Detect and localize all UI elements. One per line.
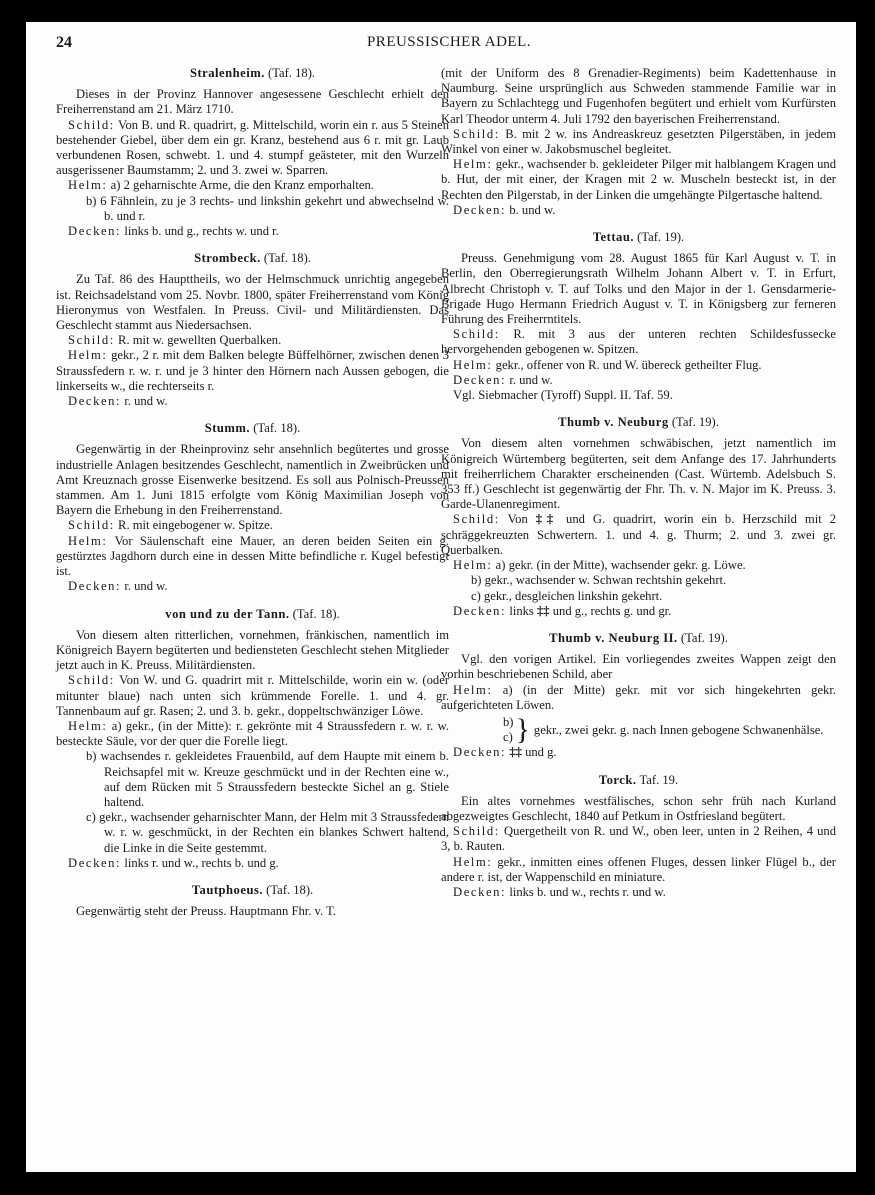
shield-desc xyxy=(441,127,836,157)
field-text: gekr., 2 r. mit dem Balken belegte Büffelhörner, zwischen denen 3 Straussfedern r. w. r. und je 3 hinter den Hörnern nach Aussen gebogen, die linkerseits w., die rechterseits r. xyxy=(56,348,449,393)
right-column xyxy=(441,66,836,900)
field-label: Helm: xyxy=(68,718,108,733)
entry-intro: Zu Taf. 86 des Haupttheils, wo der Helmschmuck unrichtig angegeben ist. Reichsadelstand vom 25. Novbr. 1800, später Freiherrenstand vom König Hieronymus von Westfalen. In Preuss. Civil- und Militärdiensten. Das Geschlecht stammt aus Niedersachsen. xyxy=(56,272,449,333)
helm-desc xyxy=(441,855,836,885)
helm-item: b) gekr., wachsender w. Schwan rechtshin gekehrt. xyxy=(471,573,727,588)
field-text: gekr., offener von R. und W. übereck getheilter Flug. xyxy=(495,357,762,372)
entry-heading xyxy=(441,631,836,646)
field-label: Schild: xyxy=(68,333,115,348)
heraldic-cross-symbol: ‡‡ xyxy=(535,512,559,527)
entry-heading xyxy=(441,230,836,245)
helm-item: b) wachsendes r. gekleidetes Frauenbild, auf dem Haupte mit einem b. Reichsapfel mit w. Kreuze geschmückt und in der Rechten eine w., auf dem Rücken mit 5 Straussfedern besteckte Sichel an g. Stiele haltend. xyxy=(86,749,449,809)
field-text: B. mit 2 w. ins Andreaskreuz gesetzten Pilgerstäben, in jedem Winkel von einer w. Jakobsmuschel begleitet. xyxy=(441,126,836,157)
field-text: r. und w. xyxy=(509,372,553,387)
entry-name: Tettau. xyxy=(592,230,634,245)
curly-brace-icon: } xyxy=(515,713,530,747)
field-text: Von B. und R. quadrirt, g. Mittelschild, worin ein r. aus 5 Steinen bestehender Giebel, über dem ein gr. Kranz, bestehend aus 6 r. mit gr. Laub verbundenen Rosen, schwebt. 1. und 4. stumpf geästeter, mit den Wurzeln ausgerissener Baumstamm; 2. und 3. zwei w. Sparren. xyxy=(56,117,449,178)
entry-plate: (Taf. 19). xyxy=(680,630,728,645)
entry-heading xyxy=(56,421,449,436)
helm-desc xyxy=(441,683,836,713)
field-text: a) gekr., (in der Mitte): r. gekrönte mit 4 Straussfedern r. w. r. w. besteckte Säule, vor der quer die Forelle liegt. xyxy=(56,718,449,749)
field-label: Helm: xyxy=(453,558,493,573)
field-text: r. und w. xyxy=(124,394,168,409)
field-text: R. mit w. gewellten Querbalken. xyxy=(118,333,282,348)
helm-desc xyxy=(56,178,449,193)
shield-desc xyxy=(56,673,449,719)
field-label: Decken: xyxy=(68,579,122,594)
field-label: Decken: xyxy=(453,884,507,899)
page-number: 24 xyxy=(56,34,72,51)
heraldic-cross-symbol: ‡‡ xyxy=(536,603,550,618)
entry-plate: Taf. 19. xyxy=(639,772,679,787)
field-label: Decken: xyxy=(453,603,507,618)
helm-desc xyxy=(441,558,836,573)
entry-intro: Von diesem alten vornehmen schwäbischen, jetzt namentlich im Königreich Würtemberg begüterten, seit dem Anfange des 17. Jahrhunderts mit freiherrlichem Charakter erscheinenden (Cast. Würtemb. Adelsbuch S. 353 ff.) Geschlecht ist gegenwärtig der Fhr. Th. v. N. Major im K. Preuss. 3. Garde-Ulanenregiment. xyxy=(441,436,836,512)
entry-plate: (Taf. 18). xyxy=(268,66,316,80)
field-label: Helm: xyxy=(68,348,108,363)
decken-desc xyxy=(441,604,836,619)
entry-name: Stumm. xyxy=(204,421,251,436)
decken-desc xyxy=(441,885,836,900)
entry-plate: (Taf. 18). xyxy=(263,251,311,266)
heraldic-cross-symbol: ‡‡ xyxy=(509,745,522,760)
helm-brace-group xyxy=(503,715,836,745)
field-label: Schild: xyxy=(68,673,115,688)
field-text: R. mit eingebogener w. Spitze. xyxy=(118,518,273,533)
decken-desc xyxy=(441,203,836,218)
field-text: gekr., zwei gekr. g. nach Innen gebogene Schwanenhälse. xyxy=(533,722,824,737)
field-label: Schild: xyxy=(68,117,115,132)
left-column xyxy=(56,66,449,919)
field-text: und g. xyxy=(525,745,557,760)
shield-desc xyxy=(56,518,449,533)
field-text: Von W. und G. quadrirt mit r. Mittelschilde, worin ein w. (oder mitunter blaue) nach unten sich krümmende Forelle. 1. und 4. gr. Tannenbaum auf gr. Rasen; 2. und 3. b. gekr., doppeltschwänziger Löwe. xyxy=(56,673,450,718)
entry-plate: (Taf. 19). xyxy=(671,415,719,430)
field-text: Vor Säulenschaft eine Mauer, an deren beiden Seiten ein g. gestürztes Jagdhorn durch eine in dessen Mitte befindliche r. Kugel befestigt ist. xyxy=(56,533,449,579)
entry-heading xyxy=(56,607,449,622)
field-label: Helm: xyxy=(453,682,493,697)
field-label: Decken: xyxy=(68,394,122,409)
helm-desc xyxy=(441,157,836,203)
entry-plate: (Taf. 18). xyxy=(266,882,314,897)
brace-letters xyxy=(503,715,514,745)
field-label: Schild: xyxy=(453,512,500,527)
entry-heading xyxy=(441,415,836,430)
decken-desc xyxy=(441,373,836,388)
running-title: PREUSSISCHER ADEL. xyxy=(366,34,532,50)
decken-desc xyxy=(56,856,449,871)
entry-plate: (Taf. 19). xyxy=(637,230,685,245)
entry-intro: Gegenwärtig steht der Preuss. Hauptmann Fhr. v. T. xyxy=(76,904,336,919)
entry-name: Thumb v. Neuburg xyxy=(558,415,669,430)
helm-desc xyxy=(56,348,449,394)
field-text: gekr., wachsender b. gekleideter Pilger mit halblangem Kragen und b. Hut, der mit einer, der Kragen mit 2 w. Muscheln besteckt ist, in der Rechten den Pilgerstab, in der Linken die umgehängte Pilgertasche haltend. xyxy=(441,157,836,202)
entry-heading xyxy=(56,66,449,81)
entry-intro: Vgl. den vorigen Artikel. Ein vorliegendes zweites Wappen zeigt den vorhin beschriebenen Schild, aber xyxy=(441,652,836,682)
entry-intro: Preuss. Genehmigung vom 28. August 1865 für Karl August v. T. in Berlin, den Oberregierungsrath Wilhelm Johann Albert v. T. in Erfurt, Albrecht Christoph v. T. auf Tolks und den Major in der 1. Gensdarmerie-Brigade Hugo Hermann Friedrich August v. T. in Königsberg zur ferneren Führung des Freiherrntitels. xyxy=(441,251,836,327)
helm-item: c) gekr., desgleichen linkshin gekehrt. xyxy=(471,588,663,603)
entry-name: Thumb v. Neuburg II. xyxy=(549,630,678,645)
entry-heading xyxy=(56,883,449,898)
field-label: Decken: xyxy=(68,224,122,239)
field-text: a) (in der Mitte) gekr. mit vor sich hingekehrten gekr. aufgerichteten Löwen. xyxy=(441,682,836,712)
field-text: gekr., inmitten eines offenen Fluges, dessen linker Flügel b., der andere r. ist, der Wappenschild en miniature. xyxy=(441,854,836,884)
field-label: Decken: xyxy=(68,855,122,870)
field-label: Schild: xyxy=(453,824,500,839)
entry-plate: (Taf. 18). xyxy=(253,421,301,436)
field-text: a) 2 geharnischte Arme, die den Kranz emporhalten. xyxy=(110,178,374,193)
field-text: links r. und w., rechts b. und g. xyxy=(124,855,279,870)
decken-desc xyxy=(56,394,449,409)
decken-desc xyxy=(56,579,449,594)
field-label: Helm: xyxy=(453,357,493,372)
decken-desc xyxy=(441,745,836,760)
helm-item: c) gekr., wachsender geharnischter Mann, der Helm mit 3 Straussfedern w. r. w. geschmückt, in der Rechten ein blankes Schwert haltend, die Linke in die Seite gestemmt. xyxy=(86,810,449,855)
item-letter: b) xyxy=(503,714,514,729)
helm-item: b) 6 Fähnlein, zu je 3 rechts- und linkshin gekehrt und abwechselnd w. b. und r. xyxy=(86,193,449,223)
entry-heading xyxy=(56,251,449,266)
shield-desc xyxy=(56,333,449,348)
entry-intro: Von diesem alten ritterlichen, vornehmen, fränkischen, namentlich im Königreich Bayern begüterten und bediensteten Geschlecht stehen Mitglieder jetzt auch in K. Preuss. Militärdiensten. xyxy=(56,627,449,673)
item-letter: c) xyxy=(503,730,513,745)
entry-name: Tautphoeus. xyxy=(191,882,263,897)
entry-intro: Gegenwärtig in der Rheinprovinz sehr ansehnlich begütertes und grosse industrielle Anlagen besitzendes Geschlecht, namentlich in Zweibrücken und Amt Kreuznach grosse Eisenwerke besitzend. Es soll aus Polnisch-Preussen stammen. Am 1. Juni 1815 erfolgte vom König Maximilian Joseph von Bayern die Erhebung in den Freiherrenstand. xyxy=(56,442,449,518)
page-header xyxy=(56,34,842,56)
continued-text: (mit der Uniform des 8 Grenadier-Regiments) beim Kadettenhause in Naumburg. Seine ursprünglich aus Schweden stammende Familie war in Bayern zu Schlachtegg und Fugenhofen begütert und erhielt vom Kurfürsten Karl Theodor unterm 4. Juli 1792 den bayerischen Freiherrenstand. xyxy=(441,66,836,126)
field-text: R. mit 3 aus der unteren rechten Schildesfussecke hervorgehenden gebogenen w. Spitzen. xyxy=(441,327,836,357)
entry-plate: (Taf. 18). xyxy=(292,606,340,621)
field-text: links b. und g., rechts w. und r. xyxy=(124,224,279,239)
entry-name: von und zu der Tann. xyxy=(165,606,290,621)
shield-desc xyxy=(441,824,836,854)
entry-name: Stralenheim. xyxy=(189,66,265,80)
helm-desc xyxy=(441,358,836,373)
entry-name: Strombeck. xyxy=(194,251,261,266)
field-text: links xyxy=(509,603,534,618)
field-label: Decken: xyxy=(453,745,507,760)
shield-desc xyxy=(441,327,836,357)
field-text: links b. und w., rechts r. und w. xyxy=(509,884,666,899)
field-label: Schild: xyxy=(453,126,500,141)
entry-intro: Dieses in der Provinz Hannover angesessene Geschlecht erhielt den Freiherrenstand am 21. März 1710. xyxy=(56,87,449,117)
field-label: Schild: xyxy=(68,518,115,533)
field-label: Helm: xyxy=(68,178,108,193)
helm-desc xyxy=(56,534,449,580)
entry-intro: Ein altes vornehmes westfälisches, schon sehr früh nach Kurland abgezweigtes Geschlecht, 1840 auf Petkum in Ostfriesland begütert. xyxy=(441,793,836,823)
field-label: Helm: xyxy=(453,157,493,172)
field-text: r. und w. xyxy=(124,579,168,594)
helm-desc xyxy=(56,719,449,749)
field-text: a) gekr. (in der Mitte), wachsender gekr. g. Löwe. xyxy=(495,558,746,573)
field-label: Decken: xyxy=(453,372,507,387)
reference: Vgl. Siebmacher (Tyroff) Suppl. II. Taf. 59. xyxy=(453,388,673,403)
field-text: Von xyxy=(507,512,528,527)
shield-desc xyxy=(441,512,836,558)
field-label: Decken: xyxy=(453,202,507,217)
entry-heading xyxy=(441,773,836,788)
page xyxy=(26,22,856,1172)
field-text: und G. quadrirt, worin ein b. Herzschild mit 2 schräggekreuzten Schwertern. 1. und 4. g. Thurm; 2. und 3. zwei gr. Querbalken. xyxy=(441,512,837,557)
field-label: Helm: xyxy=(68,533,108,548)
entry-name: Torck. xyxy=(598,772,637,787)
field-label: Schild: xyxy=(453,327,500,342)
field-text: und g., rechts g. und gr. xyxy=(552,603,672,618)
decken-desc xyxy=(56,224,449,239)
field-text: b. und w. xyxy=(509,202,556,217)
shield-desc xyxy=(56,118,449,179)
field-text: Quergetheilt von R. und W., oben leer, unten in 2 Reihen, 4 und 3, b. Rauten. xyxy=(441,824,836,854)
field-label: Helm: xyxy=(453,854,493,869)
